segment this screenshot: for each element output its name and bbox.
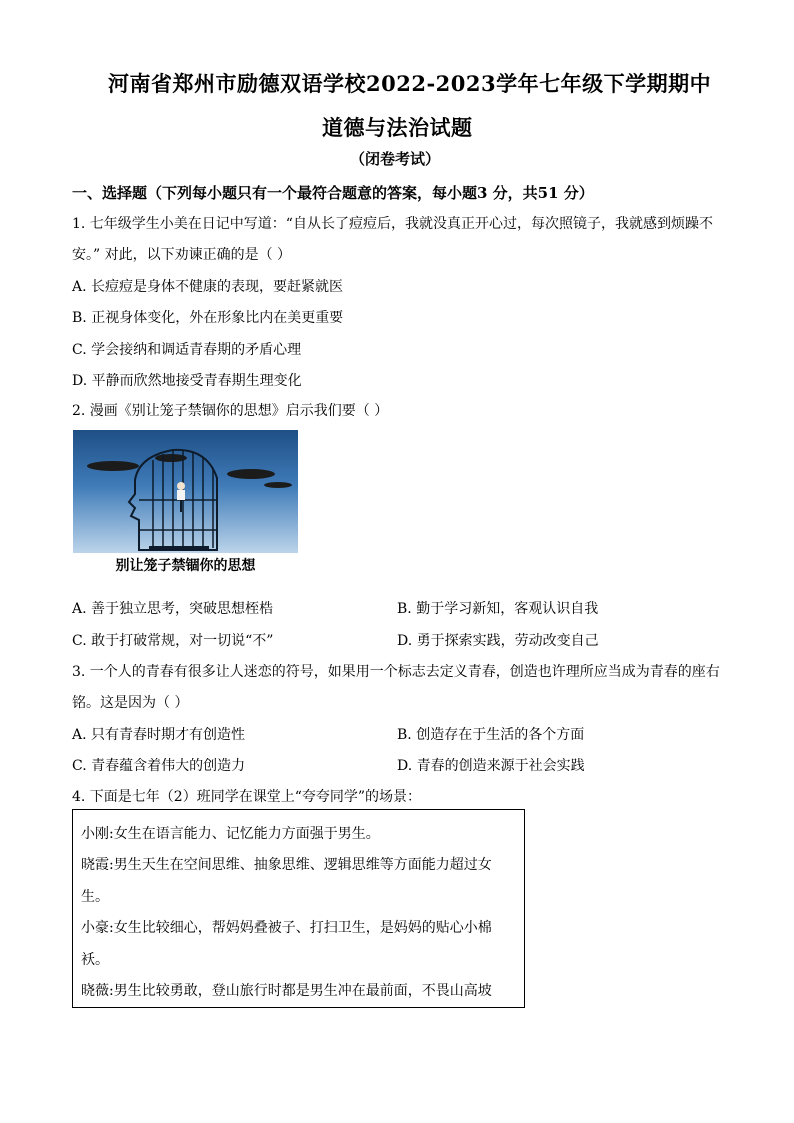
q4-box-line: 小豪:女生比较细心，帮妈妈叠被子、打扫卫生，是妈妈的贴心小棉 (81, 920, 492, 936)
q4-box-line: 小刚:女生在语言能力、记忆能力方面强于男生。 (81, 826, 380, 842)
exam-title-line1: 河南省郑州市励德双语学校2022-2023学年七年级下学期期中 (108, 71, 712, 96)
q3-stem-line1: 3. 一个人的青春有很多让人迷恋的符号，如果用一个标志去定义青春，创造也许理所应当成为青春的座右 (72, 664, 720, 680)
q2-option-d: D. 勇于探索实践，劳动改变自己 (397, 633, 599, 649)
q2-option-a: A. 善于独立思考，突破思想桎梏 (72, 601, 274, 617)
q3-option-a: A. 只有青春时期才有创造性 (72, 727, 246, 743)
q1-option-d: D. 平静而欣然地接受青春期生理变化 (72, 373, 302, 389)
q1-option-c: C. 学会接纳和调适青春期的矛盾心理 (72, 342, 302, 358)
q1-stem-line1: 1. 七年级学生小美在日记中写道：“自从长了痘痘后，我就没真正开心过，每次照镜子，我就感到烦躁不 (72, 216, 713, 232)
q1-stem-line2: 安。” 对此，以下劝谏正确的是（ ） (72, 247, 292, 263)
cartoon-image (73, 430, 298, 580)
q4-stem: 4. 下面是七年（2）班同学在课堂上“夸夸同学”的场景： (72, 789, 422, 805)
q3-option-b: B. 创造存在于生活的各个方面 (397, 727, 585, 743)
q2-stem: 2. 漫画《别让笼子禁锢你的思想》启示我们要（ ） (72, 403, 389, 419)
cartoon-caption: 别让笼子禁锢你的思想 (73, 553, 298, 580)
q3-option-d: D. 青春的创造来源于社会实践 (397, 758, 585, 774)
q1-option-b: B. 正视身体变化，外在形象比内在美更重要 (72, 310, 344, 326)
q1-option-a: A. 长痘痘是身体不健康的表现，要赶紧就医 (72, 279, 344, 295)
exam-title-line2: 道德与法治试题 (322, 115, 473, 140)
q4-box-line: 袄。 (81, 952, 109, 968)
q2-option-b: B. 勤于学习新知，客观认识自我 (397, 601, 599, 617)
q4-scenario-box (72, 809, 525, 1008)
exam-note: （闭卷考试） (350, 150, 441, 168)
q4-box-line: 晓霞:男生天生在空间思维、抽象思维、逻辑思维等方面能力超过女 (81, 857, 492, 873)
cartoon-illustration (73, 430, 298, 553)
q4-box-line: 晓薇:男生比较勇敢，登山旅行时都是男生冲在最前面，不畏山高坡 (81, 983, 492, 999)
q3-option-c: C. 青春蕴含着伟大的创造力 (72, 758, 246, 774)
q3-stem-line2: 铭。这是因为（ ） (72, 695, 189, 711)
q4-box-line: 生。 (81, 889, 109, 905)
section-heading: 一、选择题（下列每小题只有一个最符合题意的答案，每小题3 分，共51 分） (72, 184, 594, 202)
q2-option-c: C. 敢于打破常规，对一切说“不” (72, 633, 274, 649)
